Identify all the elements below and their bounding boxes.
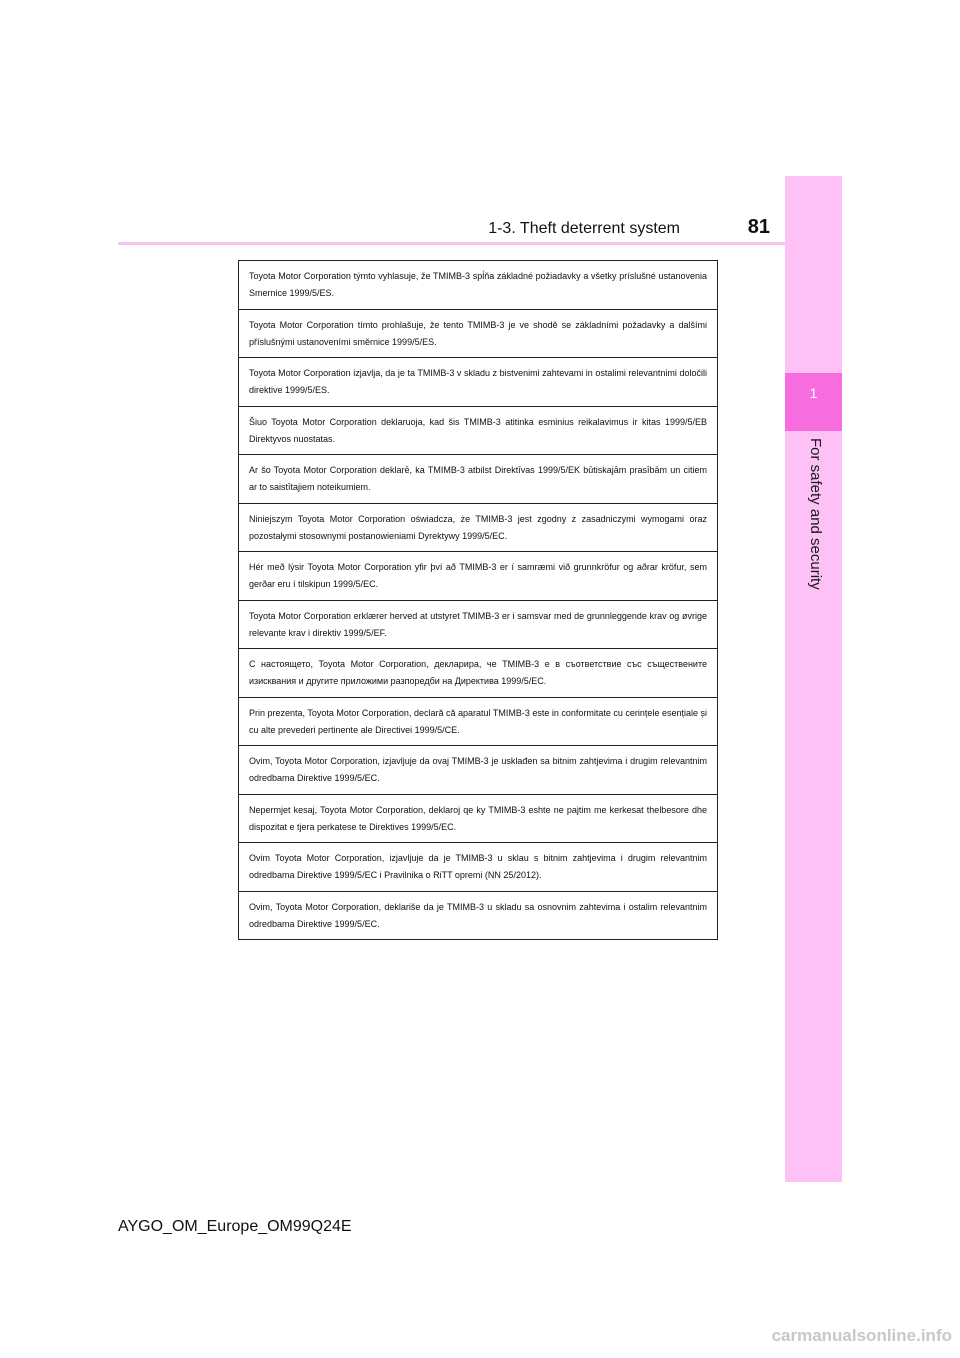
document-code: AYGO_OM_Europe_OM99Q24E	[118, 1218, 352, 1235]
declaration-row-icelandic	[239, 552, 717, 601]
declaration-text: Toyota Motor Corporation tímto prohlašuje, že tento TMIMB-3 je ve shodě se základními požadavky a dalšími příslušnými ustanoveními směrnice 1999/5/ES.	[249, 319, 707, 347]
declaration-row-albanian	[239, 795, 717, 844]
declaration-text: С настоящето, Toyota Motor Corporation, декларира, че TMIMB-3 е в съответствие със съществените изисквания и другите приложими разпоредби на Директива 1999/5/ЕС.	[249, 659, 707, 686]
declaration-text: Ovim, Toyota Motor Corporation, izjavljuje da ovaj TMIMB-3 je usklađen sa bitnim zahtjevima i drugim relevantnim odredbama Direktive 1999/5/EC.	[249, 756, 707, 783]
declaration-text: Hér með lýsir Toyota Motor Corporation yfir því að TMIMB-3 er í samræmi við grunnkröfur og aðrar kröfur, sem gerðar eru í tilskipun 1999/5/EC.	[249, 562, 707, 589]
section-title: 1-3. Theft deterrent system	[488, 220, 680, 237]
declaration-text: Šiuo Toyota Motor Corporation deklaruoja, kad šis TMIMB-3 atitinka esminius reikalavimus ir kitas 1999/5/EB Direktyvos nuostatas.	[249, 416, 707, 444]
declaration-row-norwegian	[239, 601, 717, 650]
watermark: carmanualsonline.info	[771, 1326, 952, 1345]
declaration-row-czech	[239, 310, 717, 359]
declaration-row-slovak	[239, 261, 717, 310]
chapter-label: For safety and security	[807, 438, 824, 590]
page-number: 81	[747, 216, 770, 238]
declaration-text: Ar šo Toyota Motor Corporation deklarē, ka TMIMB-3 atbilst Direktīvas 1999/5/EK būtiskajām prasībām un citiem ar to saistītajiem noteikumiem.	[249, 465, 707, 492]
declaration-table	[238, 260, 718, 940]
header-rule	[118, 242, 785, 245]
chapter-tab-active-marker	[785, 373, 842, 431]
declaration-text: Prin prezenta, Toyota Motor Corporation, declară că aparatul TMIMB-3 este in conformitate cu cerințele esențiale și cu alte prevederi pertinente ale Directivei 1999/5/CE.	[249, 707, 707, 735]
chapter-side-tab	[785, 176, 842, 1182]
declaration-row-slovenian	[239, 358, 717, 407]
declaration-text: Toyota Motor Corporation týmto vyhlasuje, že TMIMB-3 spĺňa základné požiadavky a všetky príslušné ustanovenia Smernice 1999/5/ES.	[249, 271, 707, 298]
chapter-number: 1	[809, 385, 818, 401]
declaration-text: Ovim, Toyota Motor Corporation, deklariše da je TMIMB-3 u skladu sa osnovnim zahtevima i ostalim relevantnim odredbama Direktive 1999/5/EC.	[249, 901, 707, 929]
declaration-text: Ovim Toyota Motor Corporation, izjavljuje da je TMIMB-3 u sklau s bitnim zahtjevima i drugim relevantnim odredbama Direktive 1999/5/EC i Pravilnika o RiTT opremi (NN 25/2012).	[249, 853, 707, 880]
declaration-text: Nepermjet kesaj, Toyota Motor Corporation, deklaroj qe ky TMIMB-3 eshte ne pajtim me kerkesat thelbesore dhe dispozitat e tjera perkatese te Direktives 1999/5/EC.	[249, 804, 707, 832]
declaration-row-polish	[239, 504, 717, 553]
declaration-text: Toyota Motor Corporation izjavlja, da je ta TMIMB-3 v skladu z bistvenimi zahtevami in ostalimi relevantnimi določili direktive 1999/5/ES.	[249, 368, 707, 395]
declaration-row-bosnian	[239, 746, 717, 795]
declaration-text: Toyota Motor Corporation erklærer herved at utstyret TMIMB-3 er i samsvar med de grunnleggende krav og øvrige relevante krav i direktiv 1999/5/EF.	[249, 610, 707, 638]
declaration-row-bulgarian	[239, 649, 717, 698]
declaration-text: Niniejszym Toyota Motor Corporation oświadcza, że TMIMB-3 jest zgodny z zasadniczymi wymogami oraz pozostałymi stosownymi postanowieniami Dyrektywy 1999/5/EC.	[249, 513, 707, 541]
declaration-row-lithuanian	[239, 407, 717, 456]
declaration-row-latvian	[239, 455, 717, 504]
declaration-row-croatian	[239, 843, 717, 892]
declaration-row-serbian	[239, 892, 717, 940]
declaration-row-romanian	[239, 698, 717, 747]
